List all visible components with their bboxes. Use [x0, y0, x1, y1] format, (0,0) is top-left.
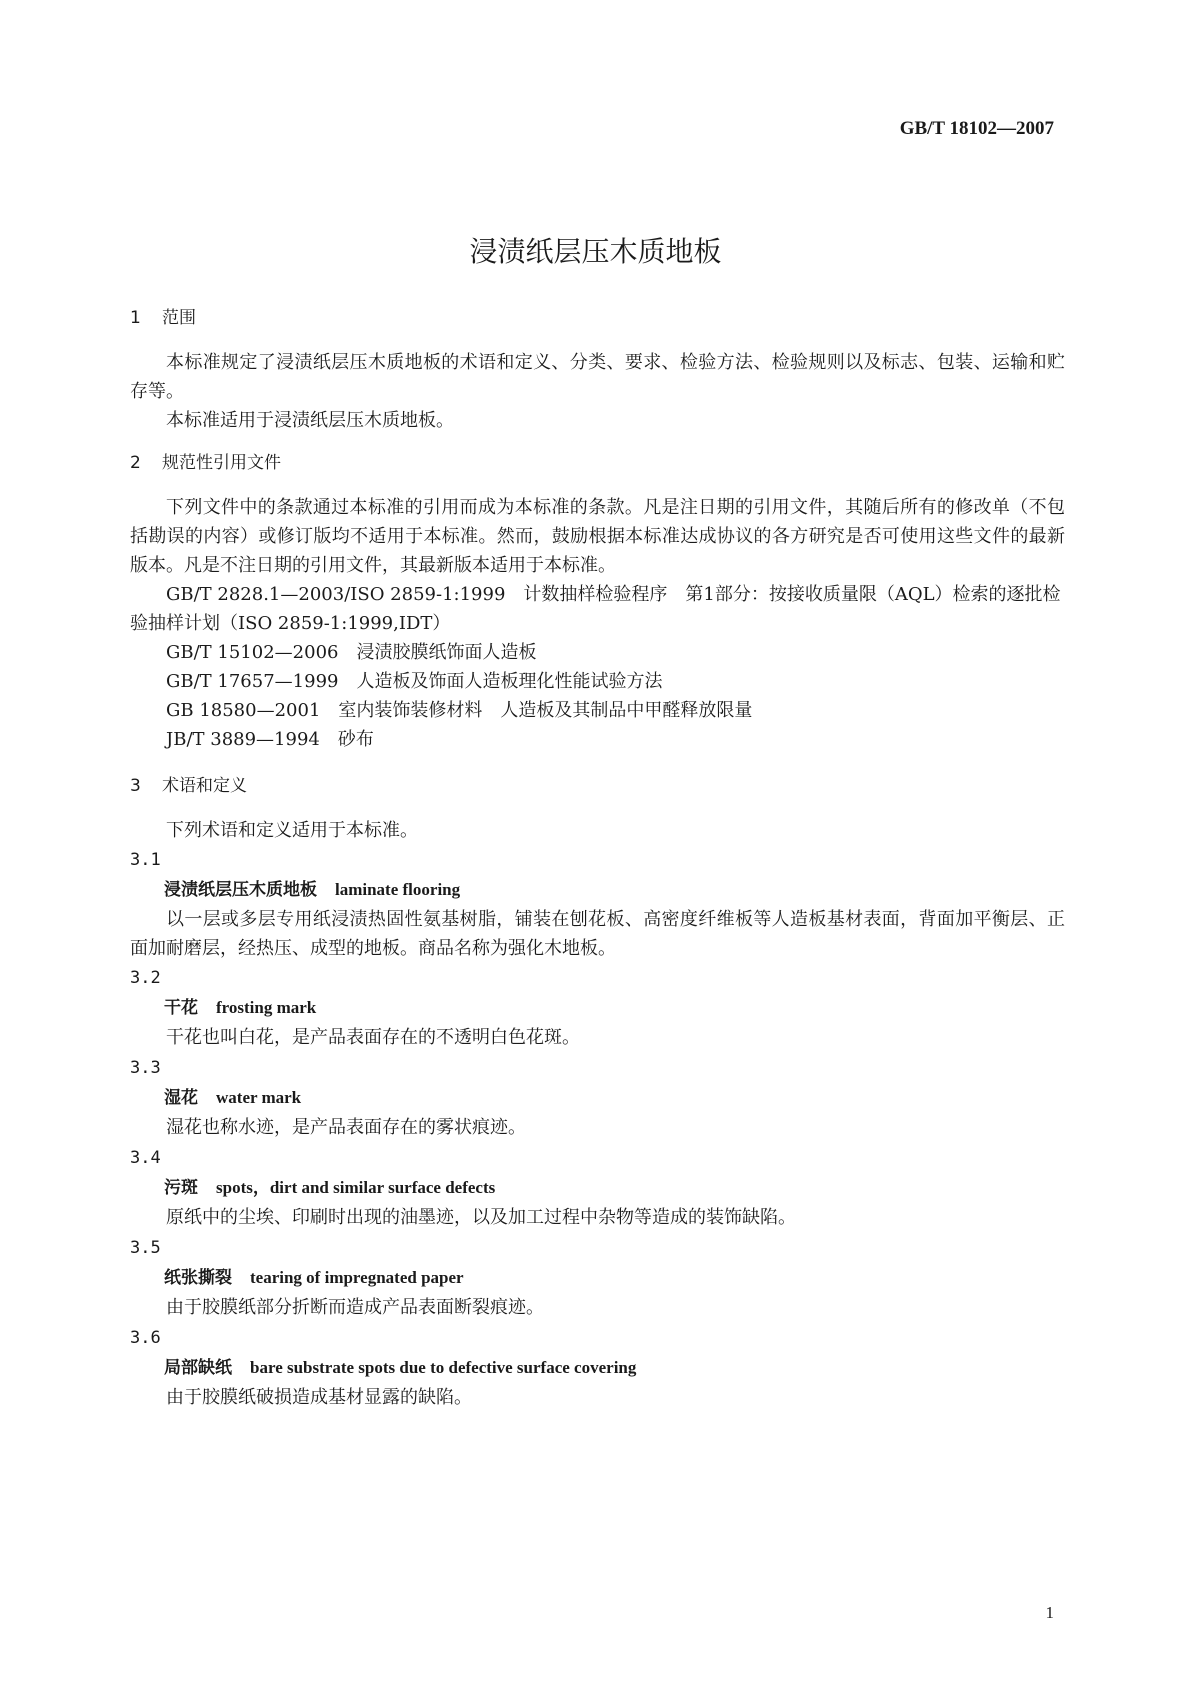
term-number: 3.3 — [130, 1058, 161, 1078]
section-title: 术语和定义 — [162, 776, 247, 796]
term-heading — [130, 1083, 1065, 1113]
section-heading — [130, 447, 1065, 479]
term-zh: 污斑 — [164, 1178, 198, 1198]
term-number: 3.2 — [130, 968, 161, 988]
section-scope — [130, 302, 1065, 435]
term-en: spots，dirt and similar surface defects — [216, 1178, 496, 1197]
standard-code: GB/T 18102—2007 — [899, 118, 1054, 139]
section-heading — [130, 302, 1065, 334]
term-definition: 由于胶膜纸破损造成基材显露的缺陷。 — [166, 1387, 472, 1408]
reference-item: GB/T 15102—2006 浸渍胶膜纸饰面人造板 — [166, 642, 537, 663]
term-en: tearing of impregnated paper — [250, 1268, 464, 1287]
term-heading — [130, 1263, 1065, 1293]
section-title: 范围 — [162, 308, 196, 328]
term-definition: 干花也叫白花，是产品表面存在的不透明白色花斑。 — [166, 1027, 580, 1048]
term-number: 3.4 — [130, 1148, 161, 1168]
page-number: 1 — [1045, 1603, 1054, 1622]
section-normative-references — [130, 447, 1065, 754]
document-title: 浸渍纸层压木质地板 — [469, 235, 722, 268]
reference-item: GB 18580—2001 室内装饰装修材料 人造板及其制品中甲醛释放限量 — [166, 700, 753, 721]
term-definition: 湿花也称水迹，是产品表面存在的雾状痕迹。 — [166, 1117, 526, 1138]
paragraph: 本标准规定了浸渍纸层压木质地板的术语和定义、分类、要求、检验方法、检验规则以及标志、包装、运输和贮存等。 — [130, 352, 1065, 402]
term-definition: 原纸中的尘埃、印刷时出现的油墨迹，以及加工过程中杂物等造成的装饰缺陷。 — [166, 1207, 796, 1228]
term-definition: 由于胶膜纸部分折断而造成产品表面断裂痕迹。 — [166, 1297, 544, 1318]
term-definition: 以一层或多层专用纸浸渍热固性氨基树脂，铺装在刨花板、高密度纤维板等人造板基材表面，背面加平衡层、正面加耐磨层，经热压、成型的地板。商品名称为强化木地板。 — [130, 909, 1065, 959]
term-en: water mark — [216, 1088, 302, 1107]
paragraph: 下列术语和定义适用于本标准。 — [166, 820, 418, 841]
term-heading — [130, 875, 1065, 905]
term-heading — [130, 1173, 1065, 1203]
term-zh: 湿花 — [164, 1088, 198, 1108]
section-number: 1 — [130, 308, 141, 328]
term-number: 3.1 — [130, 850, 161, 870]
term-zh: 局部缺纸 — [164, 1358, 232, 1378]
section-number: 3 — [130, 776, 141, 796]
reference-item: GB/T 2828.1—2003/ISO 2859-1:1999 计数抽样检验程序 第1部分：按接收质量限（AQL）检索的逐批检验抽样计划（ISO 2859-1:1999,IDT） — [130, 584, 1061, 634]
section-title: 规范性引用文件 — [162, 453, 281, 473]
term-number: 3.5 — [130, 1238, 161, 1258]
section-number: 2 — [130, 453, 141, 473]
term-zh: 纸张撕裂 — [164, 1268, 232, 1288]
term-zh: 干花 — [164, 998, 198, 1018]
term-en: laminate flooring — [335, 880, 461, 899]
paragraph: 下列文件中的条款通过本标准的引用而成为本标准的条款。凡是注日期的引用文件，其随后所有的修改单（不包括勘误的内容）或修订版均不适用于本标准。然而，鼓励根据本标准达成协议的各方研究是否可使用这些文件的最新版本。凡是不注日期的引用文件，其最新版本适用于本标准。 — [130, 497, 1065, 576]
reference-item: JB/T 3889—1994 砂布 — [166, 729, 374, 750]
term-en: bare substrate spots due to defective surface covering — [250, 1358, 637, 1377]
term-en: frosting mark — [216, 998, 317, 1017]
reference-item: GB/T 17657—1999 人造板及饰面人造板理化性能试验方法 — [166, 671, 663, 692]
term-heading — [130, 1353, 1065, 1383]
section-heading — [130, 770, 1065, 802]
term-heading — [130, 993, 1065, 1023]
section-terms-definitions — [130, 770, 1065, 1413]
term-zh: 浸渍纸层压木质地板 — [164, 880, 317, 900]
paragraph: 本标准适用于浸渍纸层压木质地板。 — [166, 410, 454, 431]
term-number: 3.6 — [130, 1328, 161, 1348]
